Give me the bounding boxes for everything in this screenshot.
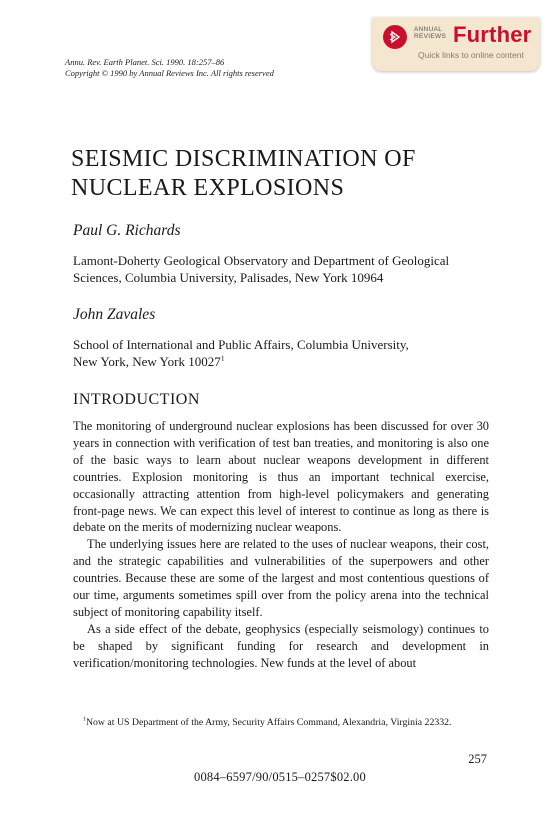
affiliation-line: Sciences, Columbia University, Palisades, New York 10964 <box>73 270 384 285</box>
banner-brand-top: ANNUAL <box>414 26 443 33</box>
title-line-1: SEISMIC DISCRIMINATION OF <box>71 146 416 172</box>
article-code: 0084–6597/90/0515–0257$02.00 <box>194 770 366 784</box>
banner-brand <box>414 26 446 40</box>
footnote-mark: 1 <box>83 716 86 723</box>
footnote-text: Now at US Department of the Army, Security Affairs Command, Alexandria, Virginia 22332. <box>85 717 452 728</box>
banner-tagline: Quick links to online content <box>418 50 524 60</box>
copyright-notice: Copyright © 1990 by Annual Reviews Inc. All rights reserved <box>65 68 274 78</box>
author-affiliation <box>73 252 493 286</box>
body-text <box>73 418 489 672</box>
page-number: 257 <box>468 752 487 766</box>
footnote-marker[interactable]: 1 <box>220 353 225 363</box>
banner-brand-bottom: REVIEWS <box>414 33 447 40</box>
further-banner[interactable] <box>372 17 540 71</box>
article-title <box>71 145 416 203</box>
paragraph: The underlying issues here are related to the uses of nuclear weapons, their cost, and the strategic capabilities and vulnerabilities of the superpowers and other countries. Because these are some of the largest and most contentious questions of our time, arguments sometimes spill over from the policy arena into the technical subject of monitoring capability itself. <box>73 537 489 619</box>
section-heading: INTRODUCTION <box>73 391 200 408</box>
affiliation-line: School of International and Public Affairs, Columbia University, <box>73 337 409 352</box>
footnote <box>73 716 489 729</box>
journal-header <box>65 57 274 79</box>
journal-citation: Annu. Rev. Earth Planet. Sci. 1990. 18:257–86 <box>65 57 225 67</box>
affiliation-line: New York, New York 10027 <box>73 354 221 369</box>
author-name: John Zavales <box>73 306 156 323</box>
paragraph: As a side effect of the debate, geophysics (especially seismology) continues to be shaped by significant funding for research and development in verification/monitoring technologies. New funds at the level of about <box>73 621 489 670</box>
author-name: Paul G. Richards <box>73 222 181 239</box>
affiliation-line: Lamont-Doherty Geological Observatory and Department of Geological <box>73 253 450 268</box>
author-affiliation <box>73 336 493 370</box>
title-line-2: NUCLEAR EXPLOSIONS <box>71 175 345 201</box>
banner-further-link[interactable]: Further <box>453 22 532 47</box>
paragraph: The monitoring of underground nuclear explosions has been discussed for over 30 years in connection with verification of test ban treaties, and monitoring is also one of the basic ways to learn about nuclear weapons development in different countries. Explosion monitoring is thus an important technical exercise, occasionally attracting attention from high-level policymakers and generating front-page news. We can expect this level of interest to continue as long as there is debate on the merits of modernizing nuclear weapons. <box>73 419 489 535</box>
annual-reviews-logo-icon <box>383 25 407 49</box>
